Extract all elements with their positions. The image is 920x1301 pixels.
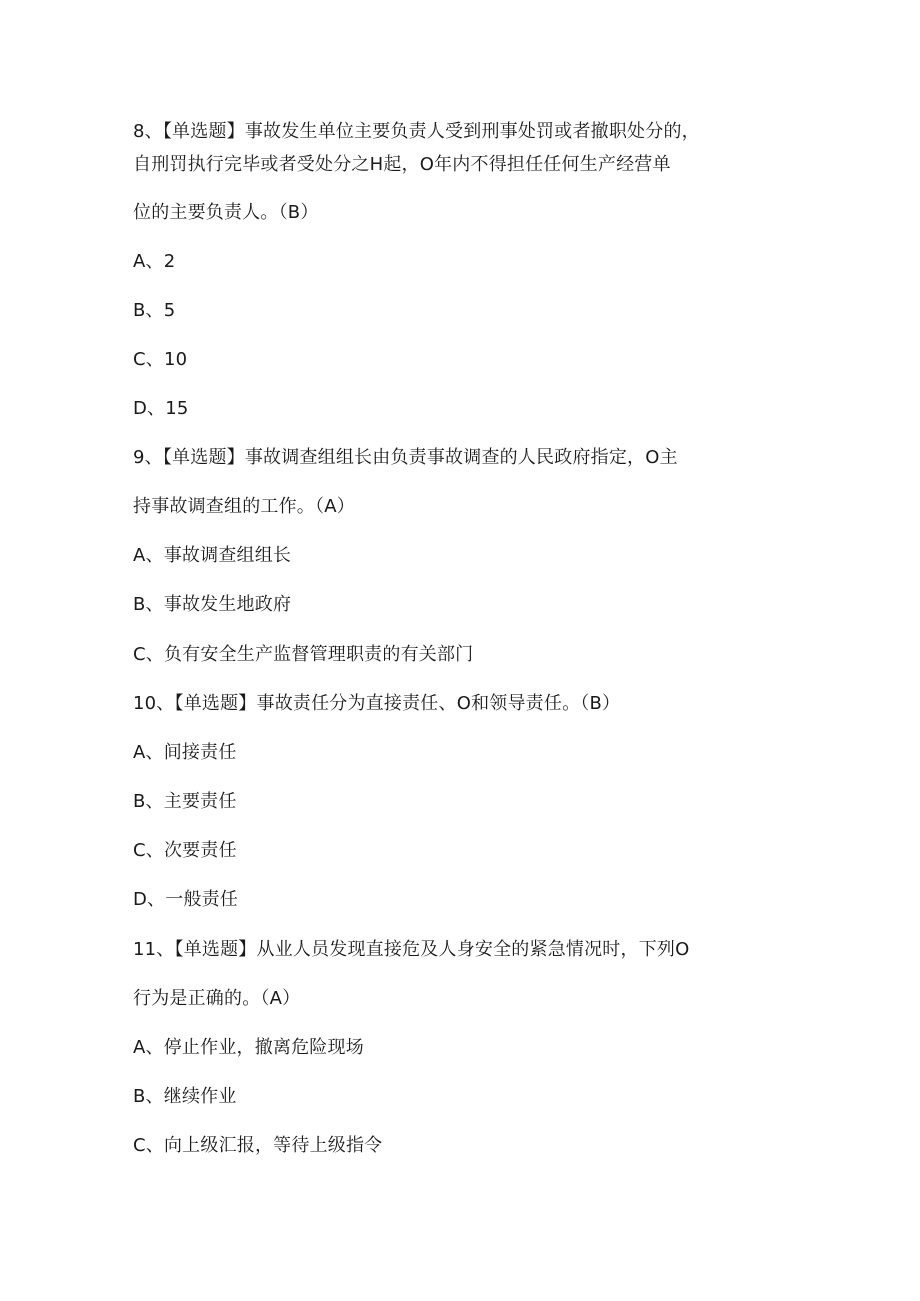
question-11-line-1: 11、【单选题】从业人员发现直接危及人身安全的紧急情况时，下列O: [133, 939, 690, 960]
question-11-option-b: B、继续作业: [133, 1086, 237, 1107]
question-10-option-a: A、间接责任: [133, 742, 237, 763]
question-9-line-2: 持事故调查组的工作。（A）: [133, 496, 355, 517]
question-8-option-b: B、5: [133, 300, 176, 321]
question-10-line-1: 10、【单选题】事故责任分为直接责任、O和领导责任。（B）: [133, 693, 621, 714]
question-11-option-a: A、停止作业，撤离危险现场: [133, 1037, 364, 1058]
question-10-option-b: B、主要责任: [133, 791, 237, 812]
question-8-option-a: A、2: [133, 251, 176, 272]
question-8-option-d: D、15: [133, 398, 189, 419]
question-9-option-a: A、事故调查组组长: [133, 545, 292, 566]
question-9-option-c: C、负有安全生产监督管理职责的有关部门: [133, 644, 474, 665]
question-8-option-c: C、10: [133, 349, 188, 370]
question-8-line-3: 位的主要负责人。（B）: [133, 202, 319, 223]
question-8-line-1: 8、【单选题】事故发生单位主要负责人受到刑事处罚或者撤职处分的，: [133, 121, 700, 142]
question-8-line-2: 自刑罚执行完毕或者受处分之H起，O年内不得担任任何生产经营单: [133, 154, 671, 175]
question-9-option-b: B、事故发生地政府: [133, 594, 292, 615]
question-10-option-c: C、次要责任: [133, 840, 237, 861]
question-11-line-2: 行为是正确的。（A）: [133, 988, 301, 1009]
question-11-option-c: C、向上级汇报，等待上级指令: [133, 1135, 383, 1156]
question-10-option-d: D、一般责任: [133, 889, 239, 910]
question-9-line-1: 9、【单选题】事故调查组组长由负责事故调查的人民政府指定，O主: [133, 447, 678, 468]
